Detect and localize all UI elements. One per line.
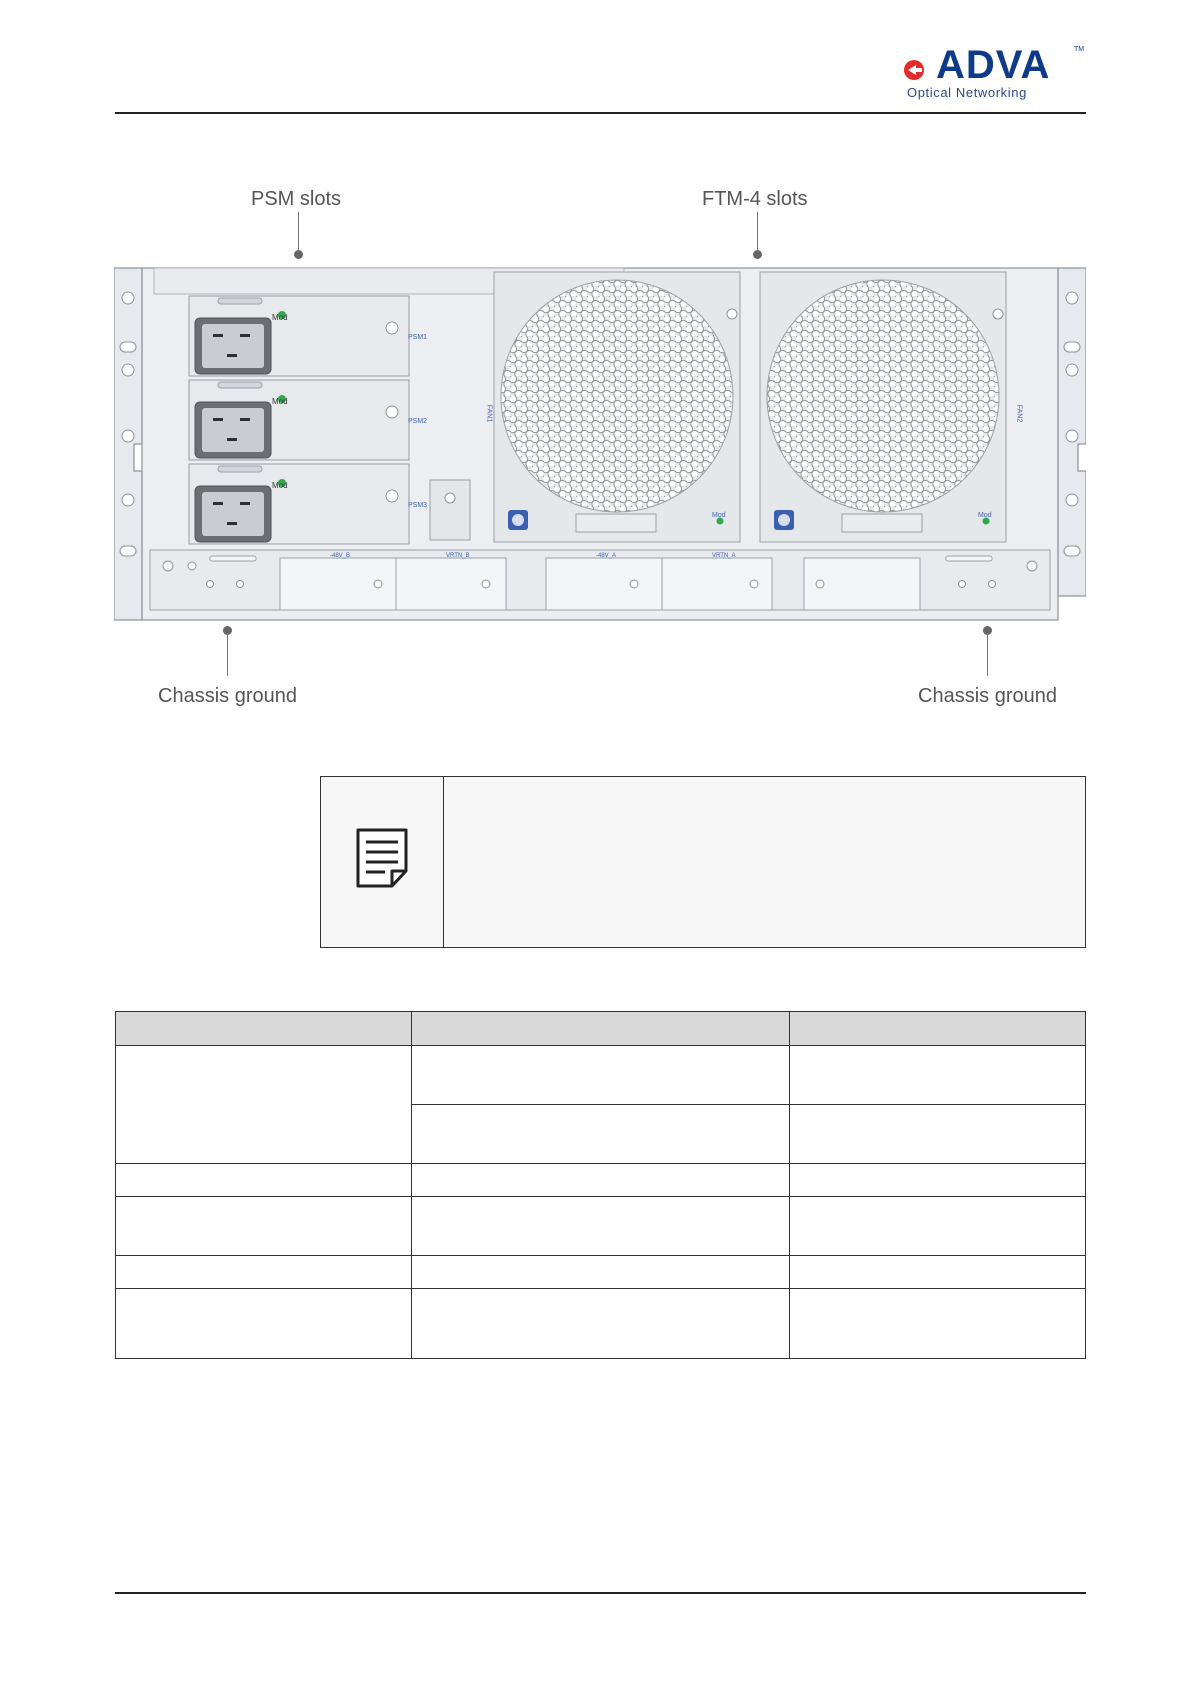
table-cell [790,1046,1086,1105]
terminal-label-vrtn-a: VRTN_A [712,553,736,559]
table-cell [116,1289,412,1359]
company-logo [900,42,1090,100]
table-cell [790,1197,1086,1256]
table-row [116,1256,1086,1289]
ftm-fan-module-1 [494,272,740,542]
chassis-rear-view [114,266,1086,622]
note-icon [355,827,409,889]
logo-trademark: TM [1074,46,1085,53]
table-cell [411,1197,790,1256]
psm3-slot-label: PSM3 [408,502,428,509]
leader-ground-left [227,632,228,676]
table-row [116,1164,1086,1197]
psm1-slot-label: PSM1 [408,334,428,341]
terminal-label-vrtn-b: VRTN_B [446,553,470,559]
table-header-cell [411,1012,790,1046]
table-cell [790,1105,1086,1164]
spec-table [115,1011,1086,1359]
header-rule [115,112,1086,114]
table-header-cell [116,1012,412,1046]
table-cell [790,1164,1086,1197]
callout-ftm-slots: FTM-4 slots [702,188,808,210]
table-cell [116,1164,412,1197]
table-cell [411,1046,790,1105]
table-cell [411,1289,790,1359]
ftm-fan-module-2 [760,272,1006,542]
table-row [116,1046,1086,1105]
fan2-mod-label: Mod [978,512,992,519]
table-cell [411,1164,790,1197]
terminal-label-48v-a: -48V_A [596,553,617,559]
note-box [320,776,1086,948]
fan1-slot-label: FAN1 [485,404,493,423]
table-header-row [116,1012,1086,1046]
psm2-slot-label: PSM2 [408,418,428,425]
adva-swoosh-icon [900,56,928,84]
table-cell [790,1289,1086,1359]
psm2-mod-label: Mod [272,397,288,406]
leader-dot-psm [294,250,303,259]
leader-psm [298,212,299,254]
table-row [116,1197,1086,1256]
callout-chassis-ground-left: Chassis ground [158,685,297,707]
table-header-cell [790,1012,1086,1046]
table-cell [411,1256,790,1289]
fan2-slot-label: FAN2 [1015,404,1023,423]
table-cell [116,1197,412,1256]
note-divider [443,777,444,947]
table-cell [116,1046,412,1164]
table-row [116,1289,1086,1359]
terminal-label-48v-b: -48V_B [330,553,351,559]
logo-tagline: Optical Networking [907,85,1027,100]
callout-psm-slots: PSM slots [251,188,342,210]
fan1-mod-label: Mod [712,512,726,519]
footer-rule [115,1592,1086,1594]
logo-brand: ADVA [936,43,1051,87]
psm3-mod-label: Mod [272,481,288,490]
leader-dot-ftm [753,250,762,259]
leader-ftm [757,212,758,254]
leader-ground-right [987,632,988,676]
psm1-mod-label: Mod [272,313,288,322]
table-cell [411,1105,790,1164]
table-cell [116,1256,412,1289]
table-cell [790,1256,1086,1289]
callout-chassis-ground-right: Chassis ground [918,685,1057,707]
